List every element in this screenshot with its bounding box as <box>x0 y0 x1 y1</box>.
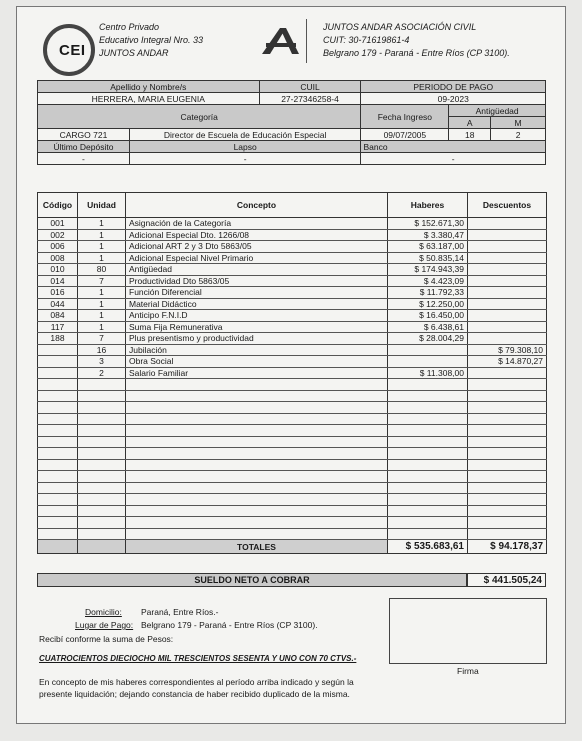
amount-in-words: CUATROCIENTOS DIECIOCHO MIL TRESCIENTOS SESENTA Y UNO CON 70 CTVS.- <box>39 654 357 663</box>
table-row <box>38 321 547 333</box>
cell-descuentos <box>468 275 547 287</box>
deposit-value: - <box>38 153 130 165</box>
cell-descuentos <box>468 471 547 483</box>
antiguedad-months: 2 <box>491 129 546 141</box>
cell-codigo: 002 <box>38 229 78 241</box>
cell-haberes: $ 28.004,29 <box>388 333 468 345</box>
org-info <box>99 21 203 60</box>
cell-descuentos <box>468 425 547 437</box>
cell-unidad: 3 <box>78 356 126 368</box>
payslip-sheet <box>16 6 566 724</box>
table-row <box>38 241 547 253</box>
firma-label: Firma <box>457 666 479 676</box>
table-row <box>38 310 547 322</box>
cell-descuentos <box>468 436 547 448</box>
cell-haberes <box>388 517 468 529</box>
cell-haberes: $ 11.792,33 <box>388 287 468 299</box>
table-row <box>38 482 547 494</box>
cell-codigo <box>38 459 78 471</box>
employee-name: HERRERA, MARIA EUGENIA <box>38 93 260 105</box>
cell-concepto <box>126 471 388 483</box>
cell-descuentos: $ 14.870,27 <box>468 356 547 368</box>
pay-period: 09-2023 <box>361 93 546 105</box>
header-divider <box>306 19 307 63</box>
cell-unidad <box>78 448 126 460</box>
cell-unidad <box>78 471 126 483</box>
domicilio-label: Domicilio: <box>85 607 122 617</box>
cell-codigo <box>38 528 78 540</box>
cell-descuentos <box>468 333 547 345</box>
cell-unidad <box>78 528 126 540</box>
total-descuentos: $ 94.178,37 <box>468 540 547 554</box>
cell-unidad <box>78 482 126 494</box>
cell-haberes: $ 11.308,00 <box>388 367 468 379</box>
cell-unidad <box>78 379 126 391</box>
logo-text: CEI <box>59 42 86 59</box>
cell-unidad: 1 <box>78 218 126 230</box>
totals-spacer <box>38 540 78 554</box>
totals-spacer <box>78 540 126 554</box>
cell-concepto: Material Didáctico <box>126 298 388 310</box>
cell-unidad: 7 <box>78 333 126 345</box>
category-label: Categoría <box>38 105 361 129</box>
table-row <box>38 229 547 241</box>
table-row <box>38 448 547 460</box>
cell-concepto <box>126 425 388 437</box>
table-row <box>38 252 547 264</box>
cell-concepto: Obra Social <box>126 356 388 368</box>
cell-codigo: 084 <box>38 310 78 322</box>
cell-concepto: Asignación de la Categoría <box>126 218 388 230</box>
table-row <box>38 413 547 425</box>
cell-unidad <box>78 459 126 471</box>
cell-codigo: 188 <box>38 333 78 345</box>
cell-haberes <box>388 471 468 483</box>
cell-unidad <box>78 505 126 517</box>
cell-unidad <box>78 425 126 437</box>
ingreso-label: Fecha Ingreso <box>361 105 449 129</box>
employee-table <box>37 80 546 165</box>
cell-concepto <box>126 528 388 540</box>
cell-haberes <box>388 402 468 414</box>
domicilio-value: Paraná, Entre Ríos.- <box>141 607 219 617</box>
cell-unidad: 7 <box>78 275 126 287</box>
cell-concepto <box>126 482 388 494</box>
assoc-address: Belgrano 179 - Paraná - Entre Ríos (CP 3100). <box>323 48 510 58</box>
cargo: CARGO 721 <box>38 129 130 141</box>
total-haberes: $ 535.683,61 <box>388 540 468 554</box>
cell-haberes <box>388 390 468 402</box>
cell-unidad: 80 <box>78 264 126 276</box>
table-row <box>38 356 547 368</box>
table-row <box>38 390 547 402</box>
recibi-text: Recibí conforme la suma de Pesos: <box>39 634 174 644</box>
cell-haberes <box>388 459 468 471</box>
cell-descuentos <box>468 505 547 517</box>
cell-haberes <box>388 344 468 356</box>
cell-codigo <box>38 505 78 517</box>
cell-codigo <box>38 379 78 391</box>
cell-haberes: $ 63.187,00 <box>388 241 468 253</box>
header-concepto: Concepto <box>126 193 388 218</box>
cell-concepto: Plus presentismo y productividad <box>126 333 388 345</box>
table-row <box>38 505 547 517</box>
cell-haberes <box>388 494 468 506</box>
fecha-ingreso: 09/07/2005 <box>361 129 449 141</box>
cell-concepto: Salario Familiar <box>126 367 388 379</box>
cell-codigo: 010 <box>38 264 78 276</box>
cell-codigo: 001 <box>38 218 78 230</box>
cell-descuentos <box>468 310 547 322</box>
cell-descuentos <box>468 482 547 494</box>
banco-label: Banco <box>361 141 546 153</box>
header-unidad: Unidad <box>78 193 126 218</box>
cell-haberes <box>388 425 468 437</box>
table-row <box>38 517 547 529</box>
table-row <box>38 367 547 379</box>
assoc-cuit: CUIT: 30-71619861-4 <box>323 35 410 45</box>
lapso-label: Lapso <box>129 141 361 153</box>
cell-codigo <box>38 471 78 483</box>
period-label: PERIODO DE PAGO <box>361 81 546 93</box>
cell-unidad: 1 <box>78 310 126 322</box>
table-row <box>38 425 547 437</box>
cell-haberes: $ 152.671,30 <box>388 218 468 230</box>
neto-label: SUELDO NETO A COBRAR <box>37 573 467 587</box>
table-row <box>38 333 547 345</box>
cell-unidad: 1 <box>78 252 126 264</box>
assoc-name: JUNTOS ANDAR ASOCIACIÓN CIVIL <box>323 22 477 32</box>
cell-concepto <box>126 402 388 414</box>
cell-descuentos <box>468 494 547 506</box>
cell-descuentos <box>468 379 547 391</box>
cell-descuentos <box>468 413 547 425</box>
cell-concepto <box>126 413 388 425</box>
cell-descuentos <box>468 390 547 402</box>
table-row <box>38 528 547 540</box>
cell-concepto: Función Diferencial <box>126 287 388 299</box>
table-row <box>38 379 547 391</box>
lugar-label: Lugar de Pago: <box>75 620 134 630</box>
employee-cuil: 27-27346258-4 <box>259 93 361 105</box>
deposit-label: Último Depósito <box>38 141 130 153</box>
cell-descuentos <box>468 367 547 379</box>
cell-haberes: $ 6.438,61 <box>388 321 468 333</box>
assoc-info <box>323 21 510 60</box>
cargo-description: Director de Escuela de Educación Especial <box>129 129 361 141</box>
cell-descuentos <box>468 287 547 299</box>
cell-descuentos <box>468 218 547 230</box>
cell-codigo <box>38 402 78 414</box>
cell-unidad <box>78 402 126 414</box>
cell-haberes: $ 16.450,00 <box>388 310 468 322</box>
signature-box <box>389 598 547 664</box>
cell-concepto <box>126 459 388 471</box>
cell-codigo <box>38 494 78 506</box>
cell-codigo <box>38 482 78 494</box>
legal-line-2: presente liquidación; dejando constancia de haber recibido duplicado de la misma. <box>39 689 350 699</box>
cell-codigo <box>38 425 78 437</box>
cell-codigo <box>38 448 78 460</box>
org-line-1: Centro Privado <box>99 22 160 32</box>
cell-descuentos <box>468 298 547 310</box>
neto-value: $ 441.505,24 <box>467 573 546 587</box>
cell-unidad <box>78 517 126 529</box>
cell-concepto <box>126 494 388 506</box>
table-row <box>38 287 547 299</box>
table-row <box>38 275 547 287</box>
banco-value: - <box>361 153 546 165</box>
cell-codigo <box>38 367 78 379</box>
cell-haberes: $ 50.835,14 <box>388 252 468 264</box>
cell-descuentos <box>468 264 547 276</box>
org-line-2: Educativo Integral Nro. 33 <box>99 35 204 45</box>
cell-concepto <box>126 517 388 529</box>
header-descuentos: Descuentos <box>468 193 547 218</box>
cell-descuentos: $ 79.308,10 <box>468 344 547 356</box>
cell-codigo: 117 <box>38 321 78 333</box>
cell-haberes <box>388 528 468 540</box>
cell-haberes <box>388 505 468 517</box>
cell-haberes: $ 4.423,09 <box>388 275 468 287</box>
cell-concepto <box>126 379 388 391</box>
table-row <box>38 344 547 356</box>
cell-codigo: 044 <box>38 298 78 310</box>
cell-haberes <box>388 448 468 460</box>
cell-unidad: 1 <box>78 321 126 333</box>
cell-concepto: Productividad Dto 5863/05 <box>126 275 388 287</box>
cell-haberes <box>388 356 468 368</box>
cell-concepto <box>126 390 388 402</box>
cell-codigo <box>38 436 78 448</box>
table-row <box>38 298 547 310</box>
cell-unidad: 1 <box>78 241 126 253</box>
cell-unidad <box>78 390 126 402</box>
cell-concepto: Anticipo F.N.I.D <box>126 310 388 322</box>
antiguedad-label: Antigüedad <box>449 105 546 117</box>
cell-descuentos <box>468 459 547 471</box>
cell-concepto: Jubilación <box>126 344 388 356</box>
cell-descuentos <box>468 241 547 253</box>
cell-unidad <box>78 413 126 425</box>
cell-descuentos <box>468 252 547 264</box>
table-row <box>38 494 547 506</box>
name-label: Apellido y Nombre/s <box>38 81 260 93</box>
totals-label: TOTALES <box>126 540 388 554</box>
org-line-3: JUNTOS ANDAR <box>99 48 169 58</box>
juntos-andar-logo-icon <box>260 27 300 55</box>
cell-haberes: $ 3.380,47 <box>388 229 468 241</box>
cell-concepto: Adicional Especial Nivel Primario <box>126 252 388 264</box>
cell-codigo: 008 <box>38 252 78 264</box>
cell-haberes <box>388 413 468 425</box>
table-row <box>38 459 547 471</box>
lapso-value: - <box>129 153 361 165</box>
cell-unidad: 2 <box>78 367 126 379</box>
header-haberes: Haberes <box>388 193 468 218</box>
cell-codigo <box>38 390 78 402</box>
cell-unidad <box>78 494 126 506</box>
cell-codigo: 016 <box>38 287 78 299</box>
cell-codigo: 006 <box>38 241 78 253</box>
cell-codigo: 014 <box>38 275 78 287</box>
cell-haberes: $ 12.250,00 <box>388 298 468 310</box>
cell-codigo <box>38 517 78 529</box>
cell-descuentos <box>468 528 547 540</box>
header-codigo: Código <box>38 193 78 218</box>
cell-unidad: 1 <box>78 287 126 299</box>
cell-codigo <box>38 413 78 425</box>
cell-concepto <box>126 448 388 460</box>
cell-unidad <box>78 436 126 448</box>
table-row <box>38 218 547 230</box>
cell-descuentos <box>468 402 547 414</box>
neto-row <box>37 573 546 589</box>
cell-descuentos <box>468 517 547 529</box>
antiguedad-years: 18 <box>449 129 491 141</box>
cell-codigo <box>38 344 78 356</box>
cell-concepto <box>126 505 388 517</box>
cell-haberes <box>388 379 468 391</box>
cell-unidad: 1 <box>78 298 126 310</box>
table-row <box>38 436 547 448</box>
cell-concepto <box>126 436 388 448</box>
cell-descuentos <box>468 448 547 460</box>
cell-descuentos <box>468 321 547 333</box>
cell-unidad: 16 <box>78 344 126 356</box>
cell-concepto: Adicional ART 2 y 3 Dto 5863/05 <box>126 241 388 253</box>
antiguedad-months-label: M <box>491 117 546 129</box>
cell-haberes: $ 174.943,39 <box>388 264 468 276</box>
cell-unidad: 1 <box>78 229 126 241</box>
concepts-table <box>37 192 547 554</box>
cell-descuentos <box>468 229 547 241</box>
cell-concepto: Suma Fija Remunerativa <box>126 321 388 333</box>
cell-haberes <box>388 436 468 448</box>
antiguedad-years-label: A <box>449 117 491 129</box>
cell-haberes <box>388 482 468 494</box>
cell-codigo <box>38 356 78 368</box>
table-row <box>38 402 547 414</box>
lugar-value: Belgrano 179 - Paraná - Entre Ríos (CP 3100). <box>141 620 318 630</box>
cell-concepto: Adicional Especial Dto. 1266/08 <box>126 229 388 241</box>
cuil-label: CUIL <box>259 81 361 93</box>
table-row <box>38 264 547 276</box>
cell-concepto: Antigüedad <box>126 264 388 276</box>
legal-line-1: En concepto de mis haberes correspondientes al período arriba indicado y según la <box>39 677 354 687</box>
table-row <box>38 471 547 483</box>
